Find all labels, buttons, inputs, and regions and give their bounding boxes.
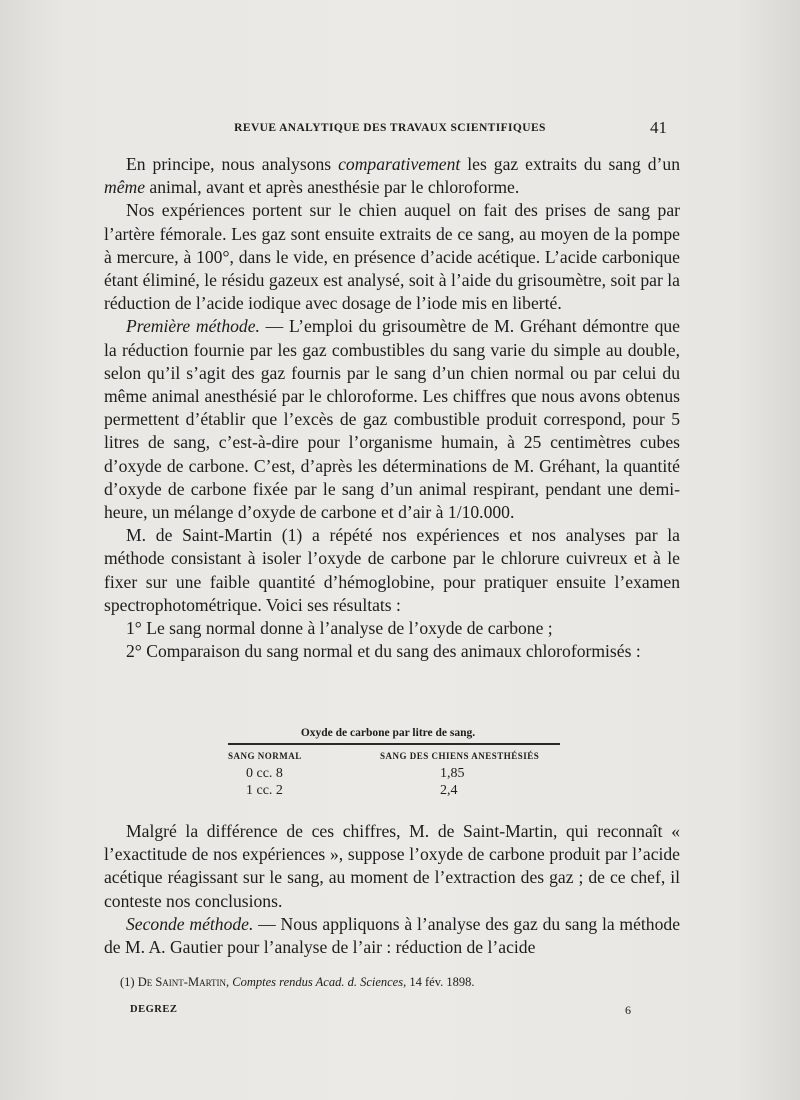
running-title: REVUE ANALYTIQUE DES TRAVAUX SCIENTIFIQUES [234,122,546,134]
footnote [120,975,680,990]
signature-author: DEGREZ [130,1004,178,1015]
text-span: animal, avant et après anesthésie par le chloroforme. [145,177,520,198]
column-header: SANG NORMAL [228,751,302,761]
table-cell: 2,4 [440,783,458,798]
italic-span: comparativement [338,154,461,174]
table-column-anesthetized [378,751,560,799]
list-item-2: 2° Comparaison du sang normal et du sang des animaux chloroformisés : [126,641,641,662]
table-cell: 0 cc. 8 [246,766,283,781]
table-cell: 1,85 [440,766,465,781]
main-text [104,153,680,663]
paragraph-6 [104,913,680,959]
table-cell: 1 cc. 2 [246,783,283,798]
paragraph-2: Nos expériences portent sur le chien auquel on fait des prises de sang par l’artère fémorale. Les gaz sont ensuite extraits de ce sang, au moyen de la pompe à mercure, à 100°, dans le vide, en présence d’acide acétique. L’acide carbonique étant éliminé, le résidu gazeux est analysé, soit à l’aide du grisoumètre, soit par la réduction de l’acide iodique avec dosage de l’iode mis en liberté. [104,200,680,314]
footnote-journal: Comptes rendus Acad. d. Sciences [232,975,404,989]
section-heading-italic: Seconde méthode. [126,913,254,934]
results-table [228,727,560,799]
text-span: — Nous appliquons à l’analyse des gaz du sang la méthode de M. A. Gautier pour l’analyse de l’air : réduction de l’acide [104,913,681,958]
page-number: 41 [650,118,667,137]
text-span: — L’emploi du grisoumètre de M. Gréhant démontre que la réduction fournie par les gaz combustibles du sang varie du simple au double, selon qu’il s’agit des gaz fournis par le sang d’un chien normal ou par celui du même animal anesthésié par le chloroforme. Les chiffres que nous avons obtenus permettent d’établir que l’excès de gaz combustible produit correspond, pour 5 litres de sang, c’est-à-dire pour l’organisme humain, à 25 centimètres cubes d’oxyde de carbone. C’est, d’après les déterminations de M. Gréhant, la quantité d’oxyde de carbone fixée par le sang d’un animal respirant, pendant une demi-heure, un mélange d’oxyde de carbone et d’air à 1/10.000. [104,316,680,523]
table-grid [228,751,560,799]
table-column-normal [228,751,378,799]
footnote-date: , 14 fév. 1898. [403,975,475,989]
paragraph-1 [104,153,680,199]
table-rule [228,743,560,745]
italic-span: même [104,177,146,198]
table-caption: Oxyde de carbone par litre de sang. [300,727,476,739]
column-header: SANG DES CHIENS ANESTHÉSIÉS [380,751,540,761]
running-header [0,118,800,142]
paragraph-3 [104,315,680,524]
footnote-author: De Saint-Martin [137,975,227,989]
signature-number: 6 [625,1003,631,1017]
footnote-mark: (1) [120,975,138,989]
text-span: En principe, nous analysons [126,154,339,174]
main-text-continued [104,820,680,959]
section-heading-italic: Première méthode. [126,316,260,337]
list-item-1: 1° Le sang normal donne à l’analyse de l’oxyde de carbone ; [126,618,553,639]
paragraph-5: Malgré la différence de ces chiffres, M. de Saint-Martin, qui reconnaît « l’exactitude de nos expériences », suppose l’oxyde de carbone produit par l’acide acétique réagissant sur le sang, au moment de l’extraction des gaz ; de ce chef, il conteste nos conclusions. [104,821,680,911]
text-span: les gaz extraits du sang d’un [460,154,680,174]
text-span: , [226,975,233,989]
paragraph-4: M. de Saint-Martin (1) a répété nos expériences et nos analyses par la méthode consistant à isoler l’oxyde de carbone par le chlorure cuivreux et à le fixer sur une faible quantité d’hémoglobine, pour pratiquer ensuite l’examen spectrophotométrique. Voici ses résultats : [104,525,680,615]
